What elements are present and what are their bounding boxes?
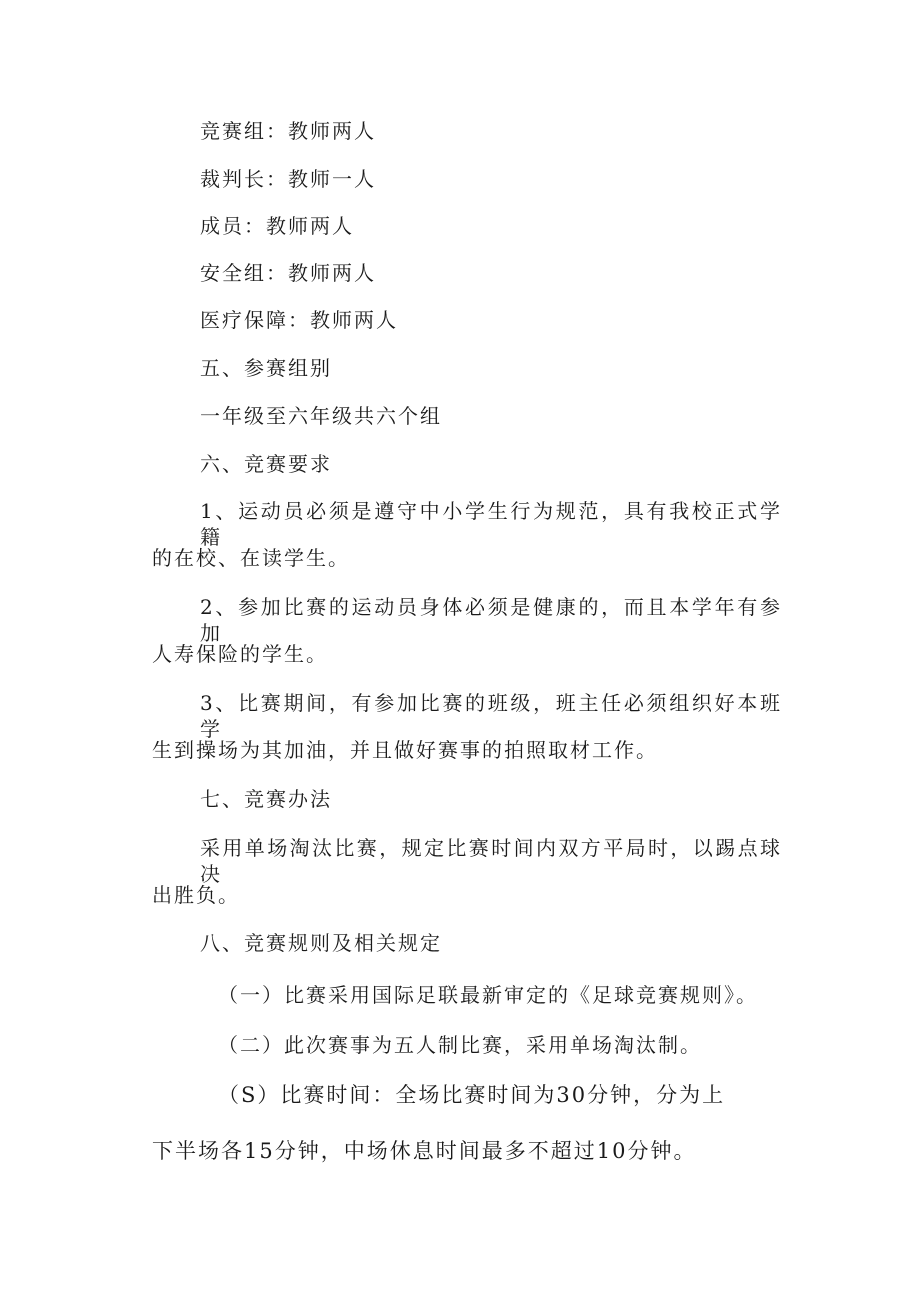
method-line-1: 采用单场淘汰比赛，规定比赛时间内双方平局时，以踢点球决 xyxy=(200,836,782,886)
section-heading-requirements: 六、竞赛要求 xyxy=(200,452,332,476)
method-line-2: 出胜负。 xyxy=(152,883,240,907)
section-heading-groups: 五、参赛组别 xyxy=(200,356,332,380)
requirement-1-line-1: 1、运动员必须是遵守中小学生行为规范，具有我校正式学籍 xyxy=(200,499,782,549)
staff-line-safety-group: 安全组：教师两人 xyxy=(200,261,376,285)
staff-line-chief-referee: 裁判长：教师一人 xyxy=(200,167,376,191)
rule-3-line-2: 下半场各15分钟，中场休息时间最多不超过10分钟。 xyxy=(152,1139,697,1163)
section-heading-method: 七、竞赛办法 xyxy=(200,787,332,811)
requirement-2-line-1: 2、参加比赛的运动员身体必须是健康的，而且本学年有参加 xyxy=(200,595,782,645)
section-heading-rules: 八、竞赛规则及相关规定 xyxy=(200,931,442,955)
staff-line-medical: 医疗保障：教师两人 xyxy=(200,308,398,332)
requirement-2-line-2: 人寿保险的学生。 xyxy=(152,642,328,666)
rule-3-line-1: （S）比赛时间：全场比赛时间为30分钟，分为上 xyxy=(218,1083,726,1107)
requirement-1-line-2: 的在校、在读学生。 xyxy=(152,546,350,570)
requirement-3-line-2: 生到操场为其加油，并且做好赛事的拍照取材工作。 xyxy=(152,738,658,762)
rule-1: （一）比赛采用国际足联最新审定的《足球竞赛规则》。 xyxy=(218,983,758,1007)
rule-2: （二）此次赛事为五人制比赛，采用单场淘汰制。 xyxy=(218,1033,702,1057)
staff-line-members: 成员：教师两人 xyxy=(200,214,354,238)
staff-line-competition-group: 竞赛组：教师两人 xyxy=(200,119,376,143)
requirement-3-line-1: 3、比赛期间，有参加比赛的班级，班主任必须组织好本班学 xyxy=(200,691,782,741)
section-body-groups: 一年级至六年级共六个组 xyxy=(200,404,442,428)
